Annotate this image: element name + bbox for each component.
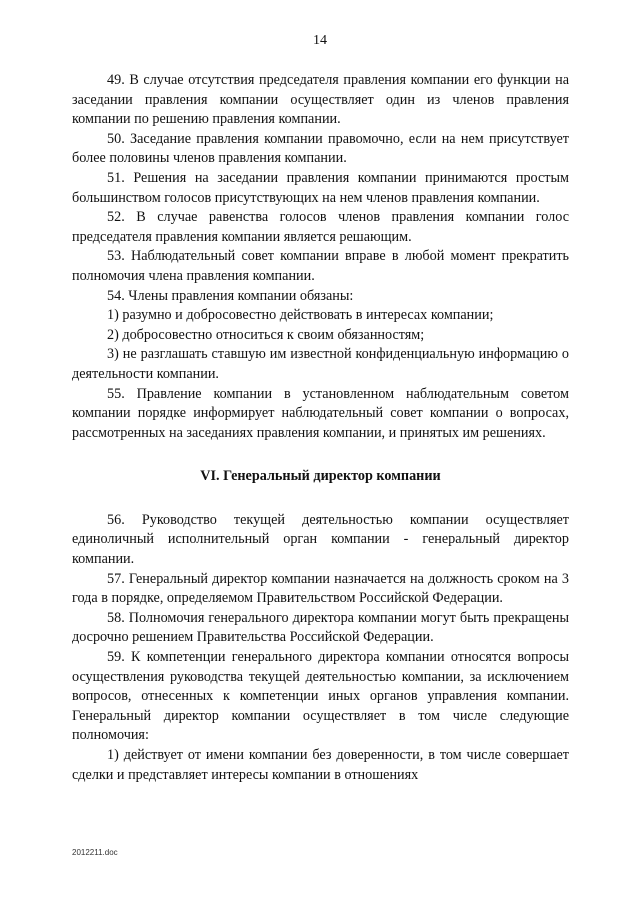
paragraph-59-item-1: 1) действует от имени компании без доверенности, в том числе совершает сделки и представляет интересы компании в отношениях [72,747,569,783]
paragraph-55: 55. Правление компании в установленном наблюдательным советом компании порядке информирует наблюдательный совет компании о вопросах, рассмотренных на заседаниях правления компании, и принятых им решениях. [72,385,569,441]
paragraph-53: 53. Наблюдательный совет компании вправе в любой момент прекратить полномочия члена правления компании. [72,248,569,284]
paragraph-54-item-1: 1) разумно и добросовестно действовать в интересах компании; [107,307,494,324]
paragraph-54: 54. Члены правления компании обязаны: [107,287,354,304]
paragraph-52: 52. В случае равенства голосов членов правления компании голос председателя правления компании является решающим. [72,209,569,245]
paragraph-57: 57. Генеральный директор компании назначается на должность сроком на 3 года в порядке, определяемом Правительством Российской Федерации. [72,570,569,607]
footer-filename: 2012211.doc [72,848,118,857]
document-body [72,71,569,785]
paragraph-49: 49. В случае отсутствия председателя правления компании его функции на заседании правления компании осуществляет один из членов правления компании по решению правления компании. [72,72,569,128]
page-number: 14 [313,33,327,48]
section-heading: VI. Генеральный директор компании [200,468,441,485]
paragraph-51: 51. Решения на заседании правления компании принимаются простым большинством голосов присутствующих на нем членов правления компании. [72,169,569,206]
paragraph-54-item-2: 2) добросовестно относиться к своим обязанностям; [107,326,425,343]
paragraph-56: 56. Руководство текущей деятельностью компании осуществляет единоличный исполнительный орган компании - генеральный директор компании. [72,511,569,568]
paragraph-54-item-3: 3) не разглашать ставшую им известной конфиденциальную информацию о деятельности компании. [72,346,569,382]
paragraph-50: 50. Заседание правления компании правомочно, если на нем присутствует более половины членов правления компании. [72,130,569,167]
paragraph-59: 59. К компетенции генерального директора компании относятся вопросы осуществления руководства текущей деятельностью компании, за исключением вопросов, отнесенных к компетенции иных органов управления компании. Генеральный директор компании осуществляет в том числе следующие полномочия: [72,649,569,744]
paragraph-58: 58. Полномочия генерального директора компании могут быть прекращены досрочно решением Правительства Российской Федерации. [72,609,569,646]
